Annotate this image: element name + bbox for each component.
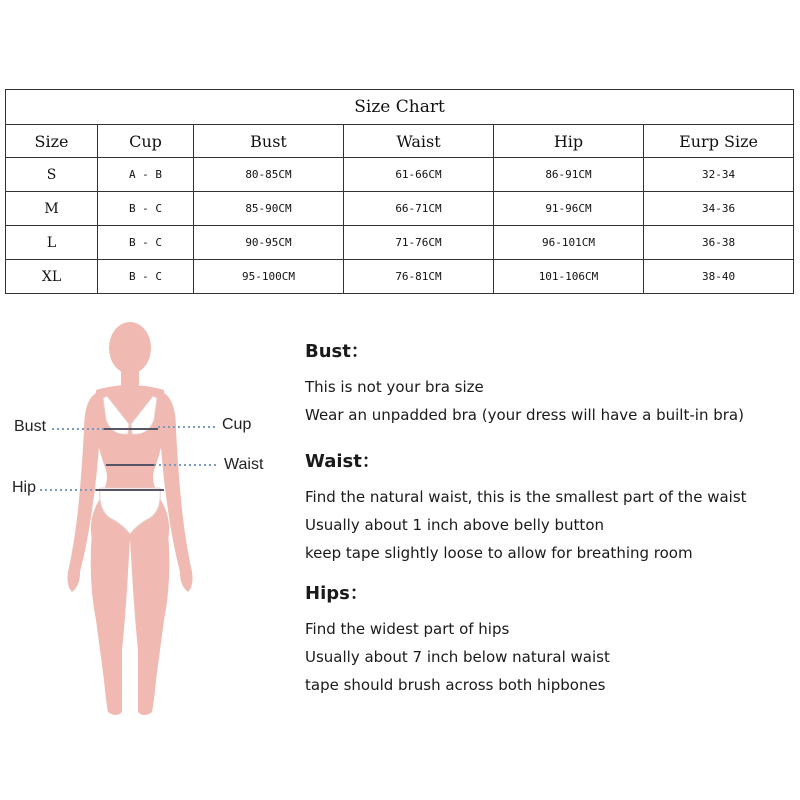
cell-hip: 101-106CM <box>494 260 644 294</box>
header-hip: Hip <box>494 125 644 158</box>
cell-hip: 96-101CM <box>494 226 644 260</box>
section-line: keep tape slightly loose to allow for breathing room <box>305 544 693 562</box>
bust-label: Bust <box>14 418 47 435</box>
header-cup: Cup <box>98 125 194 158</box>
section-line: Find the widest part of hips <box>305 620 510 638</box>
waist-section <box>305 450 747 567</box>
cell-cup: B - C <box>98 192 194 226</box>
cell-cup: A - B <box>98 158 194 192</box>
header-bust: Bust <box>194 125 344 158</box>
header-eurp-size: Eurp Size <box>644 125 794 158</box>
cell-bust: 80-85CM <box>194 158 344 192</box>
cell-hip: 91-96CM <box>494 192 644 226</box>
cell-size: L <box>6 226 98 260</box>
header-size: Size <box>6 125 98 158</box>
cell-waist: 76-81CM <box>344 260 494 294</box>
cell-cup: B - C <box>98 226 194 260</box>
table-row <box>6 260 794 294</box>
section-line: tape should brush across both hipbones <box>305 676 606 694</box>
cell-waist: 61-66CM <box>344 158 494 192</box>
header-row <box>6 125 794 158</box>
cell-waist: 66-71CM <box>344 192 494 226</box>
section-heading: Waist： <box>305 451 380 472</box>
table-title: Size Chart <box>6 90 794 125</box>
section-line: Usually about 1 inch above belly button <box>305 516 604 534</box>
cell-bust: 85-90CM <box>194 192 344 226</box>
cell-eurp-size: 36-38 <box>644 226 794 260</box>
cell-eurp-size: 34-36 <box>644 192 794 226</box>
table-row <box>6 192 794 226</box>
hip-label: Hip <box>12 479 37 496</box>
section-line: This is not your bra size <box>305 378 484 396</box>
waist-label: Waist <box>224 456 264 473</box>
cell-waist: 71-76CM <box>344 226 494 260</box>
cell-size: M <box>6 192 98 226</box>
section-line: Usually about 7 inch below natural waist <box>305 648 610 666</box>
cup-label: Cup <box>222 416 252 433</box>
cell-bust: 95-100CM <box>194 260 344 294</box>
table-row <box>6 158 794 192</box>
cell-eurp-size: 32-34 <box>644 158 794 192</box>
size-chart-table <box>5 89 794 294</box>
body-silhouette-illustration <box>0 310 280 730</box>
cell-size: XL <box>6 260 98 294</box>
cell-cup: B - C <box>98 260 194 294</box>
cell-hip: 86-91CM <box>494 158 644 192</box>
header-waist: Waist <box>344 125 494 158</box>
section-heading: Hips： <box>305 583 368 604</box>
cell-eurp-size: 38-40 <box>644 260 794 294</box>
hips-section <box>305 582 610 699</box>
section-line: Find the natural waist, this is the smallest part of the waist <box>305 488 747 506</box>
section-line: Wear an unpadded bra (your dress will have a built-in bra) <box>305 406 744 424</box>
bust-section <box>305 340 744 429</box>
body-measurement-figure <box>0 310 280 730</box>
cell-size: S <box>6 158 98 192</box>
section-heading: Bust： <box>305 341 369 362</box>
cell-bust: 90-95CM <box>194 226 344 260</box>
table-row <box>6 226 794 260</box>
